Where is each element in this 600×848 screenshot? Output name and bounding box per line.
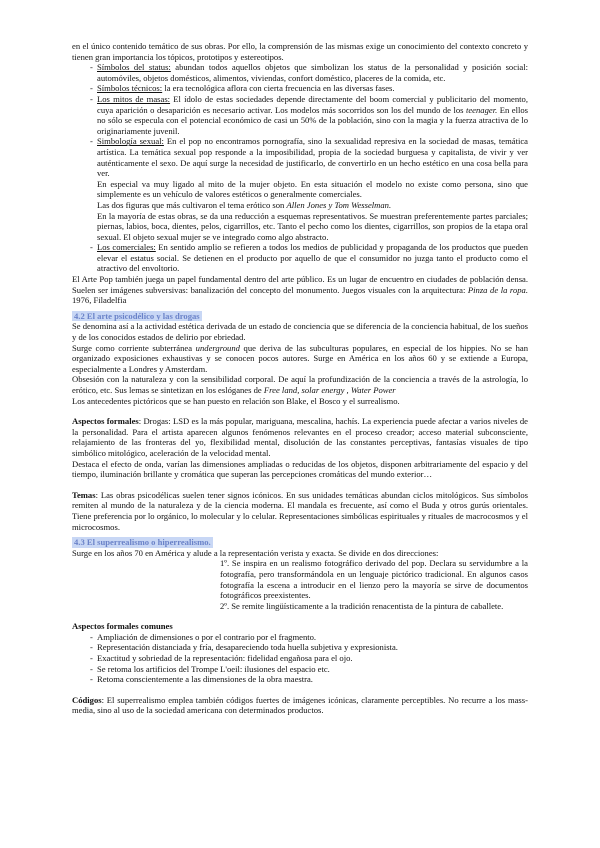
list-item: - Exactitud y sobriedad de la representación: fidelidad engañosa para el ojo. <box>72 653 528 664</box>
list-item: - Simbología sexual: En el pop no encontramos pornografía, sino la sexualidad represiva en la sociedad de masas, temática artística. La temática sexual pop responde a la imposibilidad, propia de la sociedad burguesa y capitalista, de vivir y ver auténticamente el sexo. De aquí surge la necesidad de justificarlo, de convertirlo en un hecho estético en una cosa bella para ver. En especial va muy ligado al mito de la mujer objeto. En esta situación el modelo no existe como persona, sino que simplemente es un vehículo de valores estéticos o generalmente comerciales. Las dos figuras que más cultivaron el tema erótico son Allen Jones y Tom Wesselman. En la mayoría de estas obras, se da una reducción a esquemas representativos. Se muestran preferentemente partes parciales; piernas, labios, boca, dientes, pelos, cigarrillos, etc. Tanto el pecho como los dientes, cigarrillos, son propios de la etapa oral sexual. El objeto sexual mujer se ve integrado como algo abstracto. <box>72 136 528 242</box>
codes-paragraph: Códigos: El superrealismo emplea también códigos fuertes de imágenes icónicas, claramente perceptibles. No recurre a los mass-media, sino al uso de la sociedad americana con determinados productos. <box>72 694 528 716</box>
list-term: Símbolos técnicos: <box>97 83 163 94</box>
section-heading-4-2: 4.2 El arte psicodélico y las drogas <box>74 310 200 321</box>
direction-1: 1º. Se inspira en un realismo fotográfico derivado del pop. Declara su servidumbre a la fotografía, pero transformándola en un lenguaje pictórico tradicional. En algunos casos fotografía la escena a introducir en el lienzo pero la mayoría se sirve de documentos fotográficos preexistentes. <box>220 558 528 601</box>
list-item: - Símbolos del status: abundan todos aquellos objetos que simbolizan los status de la personalidad y posición social: automóviles, objetos domésticos, alimentos, viviendas, confort doméstico, placeres de la comida, etc. <box>72 62 528 83</box>
psychedelic-origin: Surge como corriente subterránea underground que deriva de las subculturas populares, en especial de los hippies. No se han organizado exposiciones exhaustivas y se conocen pocos autores. Surge en América en los años 60 y se extiende a Europa, especialmente a Londres y Amsterdam. <box>72 342 528 374</box>
public-art-paragraph: El Arte Pop también juega un papel fundamental dentro del arte público. Es un lugar de encuentro en ciudades de población densa. Suelen ser imágenes subversivas: banalización del concepto del monumento. Juegos visuales con la arquitectura: Pinza de la ropa. 1976, Filadelfia <box>72 274 528 306</box>
list-item: - Retoma conscientemente a las dimensiones de la obra maestra. <box>72 674 528 685</box>
list-term: Los mitos de masas: <box>97 93 171 104</box>
list-item: - Los comerciales: En sentido amplio se refieren a todos los medios de publicidad y propaganda de los productos que pueden elevar el estatus social. Se detienen en el producto por aquello de que el consumidor no juzga tanto el producto como el atractivo del envoltorio. <box>72 242 528 274</box>
pop-themes-list <box>72 62 528 274</box>
psychedelic-themes: Temas: Las obras psicodélicas suelen tener signos icónicos. En sus unidades temáticas abundan ciclos mitológicos. Sus símbolos remiten al mundo de la naturaleza y de la ciencia moderna. El mandala es frecuente, así como el Buda y otros gurús orientales. Tiene preferencia por lo orgánico, lo molecular y lo celular. Representaciones simbólicas espirituales y rituales de macrocosmos y el microcosmos. <box>72 489 528 532</box>
psychedelic-antecedents: Los antecedentes pictóricos que se han puesto en relación son Blake, el Bosco y el surrealismo. <box>72 395 400 406</box>
document-body <box>72 41 528 716</box>
psychedelic-nature: Obsesión con la naturaleza y con la sensibilidad corporal. De aquí la profundización de la conciencia a través de la astrología, lo erótico, etc. Sus lemas se sintetizan en los eslóganes de Free land, solar energy , Water Power <box>72 374 528 395</box>
list-term: Símbolos del status: <box>97 62 171 73</box>
psychedelic-wave-effect: Destaca el efecto de onda, varían las dimensiones ampliadas o reducidas de los objetos, disponen arbitrariamente del espacio y del tiempo, iluminación brillante y cromática que superan las percepciones cromáticas del mundo exterior… <box>72 458 528 480</box>
psychedelic-definition: Se denomina así a la actividad estética derivada de un estado de conciencia que se diferencia de la conciencia habitual, de los sueños y de los conocidos estados de delirio por ebriedad. <box>72 321 528 343</box>
direction-2: 2º. Se remite lingüísticamente a la tradición renacentista de la pintura de caballete. <box>220 600 504 611</box>
list-item: - Símbolos técnicos: la era tecnológica aflora con cierta frecuencia en las diversas fases. <box>72 83 528 94</box>
list-item: - Se retoma los artificios del Trompe L'oeil: ilusiones del espacio etc. <box>72 664 528 675</box>
list-item: - Ampliación de dimensiones o por el contrario por el fragmento. <box>72 632 528 643</box>
psychedelic-formal-aspects: Aspectos formales: Drogas: LSD es la más popular, mariguana, mescalina, hachís. La experiencia puede afectar a varios niveles de la personalidad. Para el artista aparecen algunos fenómenos relevantes en el proceso creador; acceso material subconsciente, relajamiento de las fronteras del yo, flexibilidad mental, disolución de las constantes perceptivas, fantasías visuales de tipo simbólico mitológico, aceleración de la velocidad mental. <box>72 416 528 458</box>
list-item: - Representación distanciada y fría, desapareciendo toda huella subjetiva y expresionista. <box>72 642 528 653</box>
list-item: - Los mitos de masas: El ídolo de estas sociedades depende directamente del boom comercial y publicitario del momento, cuya aparición o desaparición es necesario activar. Los modelos más socorridos son los del mundo de los teenager. En ellos no sólo se especula con el potencial económico de casi un 50% de la población, sino con la magia y la fuerza atractiva de lo originariamente juvenil. <box>72 94 528 136</box>
list-term: Los comerciales: <box>97 242 156 253</box>
section-heading-4-3: 4.3 El superrealismo o hiperrealismo. <box>74 537 211 548</box>
list-term: Simbología sexual: <box>97 136 164 147</box>
common-formal-aspects-list <box>72 632 528 685</box>
common-formal-aspects-title: Aspectos formales comunes <box>72 621 173 632</box>
intro-paragraph: en el único contenido temático de sus obras. Por ello, la comprensión de las mismas exige un conocimiento del contexto concreto y tienen gran importancia los tópicos, prototipos y estereotipos. <box>72 41 528 62</box>
hyperrealism-intro: Surge en los años 70 en América y alude a la representación verista y exacta. Se divide en dos direcciones: <box>72 547 439 558</box>
